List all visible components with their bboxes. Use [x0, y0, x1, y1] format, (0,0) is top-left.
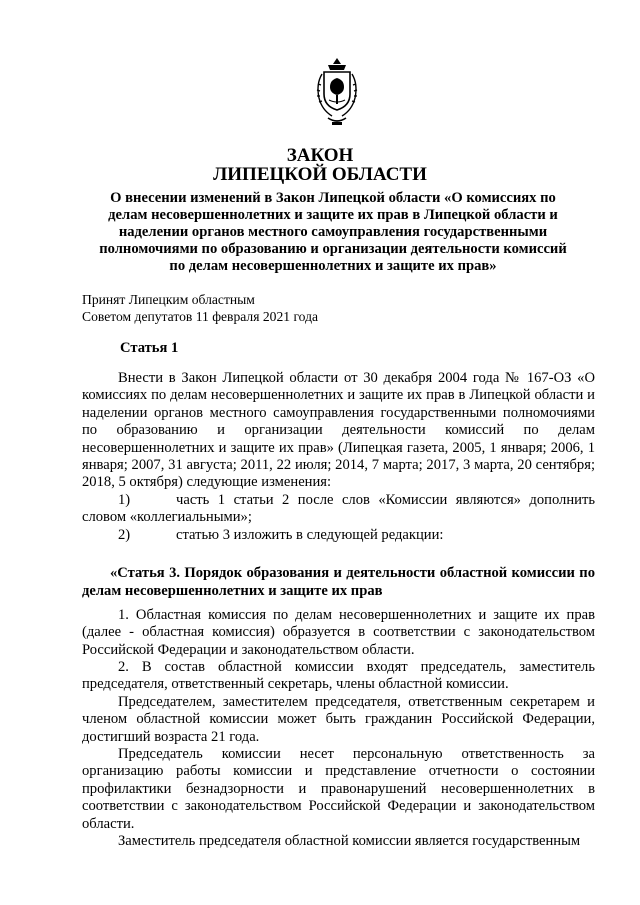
amendment-item-1-text: часть 1 статьи 2 после слов «Комиссии являются» дополнить словом «коллегиальными»; — [82, 492, 595, 526]
article3-heading: «Статья 3. Порядок образования и деятельности областной комиссии по делам несовершеннолетних и защите их прав — [82, 565, 595, 599]
amendment-item-2 — [82, 527, 595, 544]
article3-paragraph-3: Председателем, заместителем председателя, ответственным секретарем и членом областной комиссии может быть гражданин Российской Федерации, достигший возраста 21 года. — [82, 694, 595, 745]
amendment-item-2-number: 2) — [118, 527, 131, 543]
adoption-note-line2: Советом депутатов 11 февраля 2021 года — [82, 309, 319, 324]
article3-paragraph-4: Председатель комиссии несет персональную ответственность за организацию работы комиссии и представление отчетности о состоянии профилактики безнадзорности и правонарушений несовершеннолетних в соответствии с законодательством Российской Федерации и законодательством области. — [82, 746, 595, 832]
article1-intro: Внести в Закон Липецкой области от 30 декабря 2004 года № 167-ОЗ «О комиссиях по делам несовершеннолетних и защите их прав в Липецкой области и наделении органов местного самоуправления государственными полномочиями по образованию и организации деятельности комиссий по делам несовершеннолетних и защите их прав» (Липецкая газета, 2005, 1 января; 2006, 1 января; 2007, 31 августа; 2011, 22 июля; 2014, 7 марта; 2017, 3 марта, 20 сентября; 2018, 5 октября) следующие изменения: — [82, 370, 595, 491]
amendment-item-1 — [82, 492, 595, 527]
law-subject: О внесении изменений в Закон Липецкой области «О комиссиях по делам несовершеннолетних и защите их прав в Липецкой области и наделении органов местного самоуправления государственными полномочиями по образованию и организации деятельности комиссий по делам несовершеннолетних и защите их прав» — [99, 190, 567, 274]
law-title-line2: ЛИПЕЦКОЙ ОБЛАСТИ — [213, 164, 427, 185]
article1-heading: Статья 1 — [120, 340, 179, 356]
article3-paragraph-2: 2. В состав областной комиссии входят председатель, заместитель председателя, ответственный секретарь, члены областной комиссии. — [82, 659, 595, 693]
article3-paragraph-5: Заместитель председателя областной комиссии является государственным — [118, 833, 581, 849]
adoption-note-line1: Принят Липецким областным — [82, 292, 255, 307]
adoption-note — [82, 291, 318, 325]
article3-paragraph-1: 1. Областная комиссия по делам несовершеннолетних и защите их прав (далее - областная комиссия) образуется в соответствии с законодательством Российской Федерации и законодательством области. — [82, 607, 595, 658]
amendment-item-1-number: 1) — [118, 492, 131, 508]
coat-of-arms-emblem — [314, 56, 360, 130]
law-title-line1: ЗАКОН — [286, 145, 354, 166]
amendment-item-2-text: статью 3 изложить в следующей редакции: — [176, 527, 444, 543]
